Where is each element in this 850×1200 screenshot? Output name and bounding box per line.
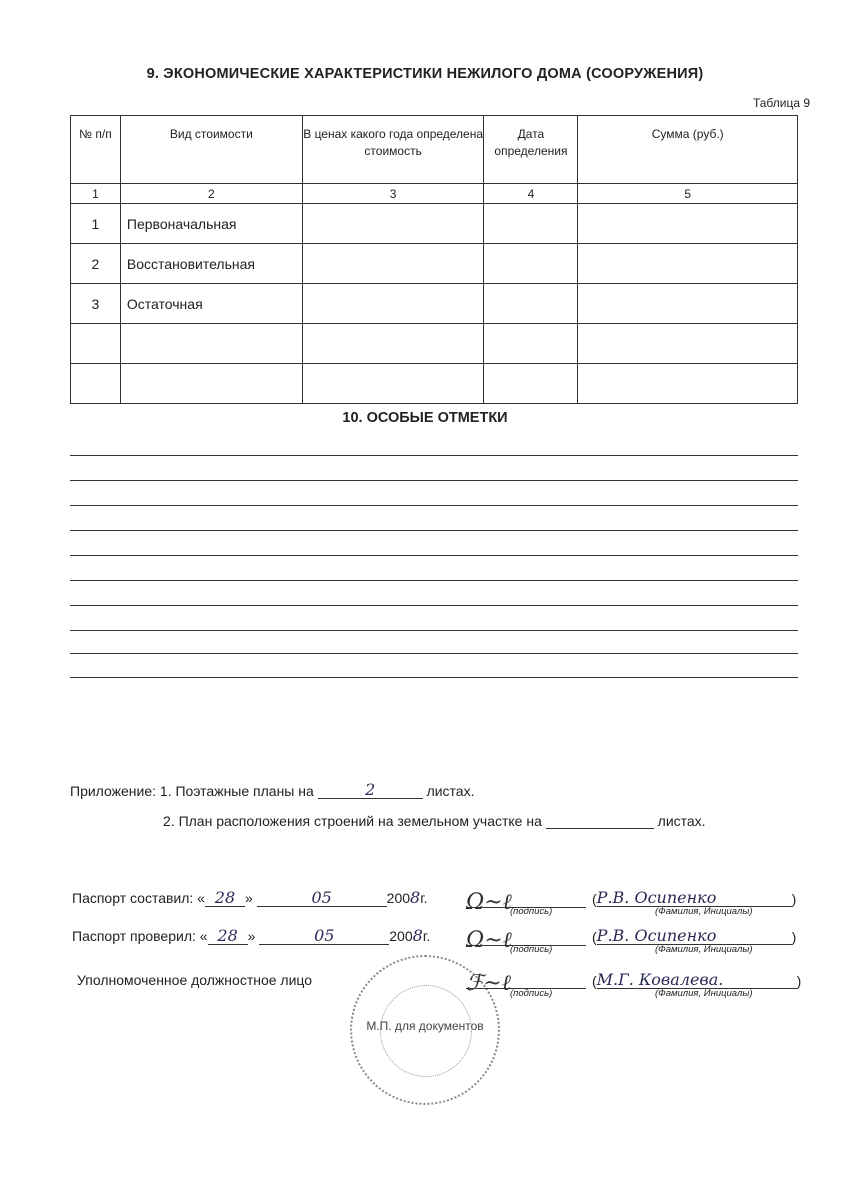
appendix-item-2 bbox=[163, 810, 706, 829]
name-caption: (Фамилия, Инициалы) bbox=[655, 988, 753, 999]
empty-cell bbox=[578, 364, 798, 404]
compiled-name-field: (Р.В. Осипенко ) bbox=[592, 888, 797, 907]
cost-type: Восстановительная bbox=[120, 244, 302, 284]
notes-line bbox=[70, 505, 798, 506]
empty-cell bbox=[302, 324, 484, 364]
cost-type bbox=[120, 324, 302, 364]
column-number: 4 bbox=[484, 184, 578, 204]
compiled-day: 28 bbox=[205, 888, 245, 907]
header-cell: № п/п bbox=[71, 116, 121, 184]
signature: Ω~ℓ bbox=[466, 928, 512, 953]
header-cell: В ценах какого года определена стоимость bbox=[302, 116, 484, 184]
official-name-field: (М.Г. Ковалева. ) bbox=[592, 970, 802, 989]
passport-compiled-row: Паспорт составил: « 28 » 05 2008г. bbox=[72, 888, 428, 907]
row-number bbox=[71, 364, 121, 404]
appendix-item-2-text: 2. План расположения строений на земельном участке на bbox=[163, 813, 542, 829]
empty-cell bbox=[578, 324, 798, 364]
table-row bbox=[71, 364, 798, 404]
column-number: 1 bbox=[71, 184, 121, 204]
floor-plans-sheets-value: 2 bbox=[318, 780, 423, 799]
notes-line bbox=[70, 605, 798, 606]
compiled-name: Р.В. Осипенко bbox=[597, 888, 792, 907]
empty-cell bbox=[302, 244, 484, 284]
empty-cell bbox=[578, 204, 798, 244]
section-10-title: 10. ОСОБЫЕ ОТМЕТКИ bbox=[342, 410, 508, 426]
official-label: Уполномоченное должностное лицо bbox=[77, 972, 313, 988]
sign-caption: (подпись) bbox=[510, 988, 553, 999]
notes-line bbox=[70, 555, 798, 556]
table-row bbox=[71, 204, 798, 244]
checked-month: 05 bbox=[259, 926, 389, 945]
year-digit: 8 bbox=[412, 926, 423, 945]
header-cell: Дата определения bbox=[484, 116, 578, 184]
sheets-label: листах. bbox=[657, 813, 706, 829]
site-plan-sheets-field bbox=[546, 810, 654, 829]
empty-cell bbox=[302, 364, 484, 404]
header-cell: Вид стоимости bbox=[120, 116, 302, 184]
compiled-month: 05 bbox=[257, 888, 387, 907]
empty-cell bbox=[484, 244, 578, 284]
year-prefix: 200 bbox=[389, 928, 413, 944]
notes-line bbox=[70, 480, 798, 481]
section-9-title: 9. ЭКОНОМИЧЕСКИЕ ХАРАКТЕРИСТИКИ НЕЖИЛОГО ДОМА (СООРУЖЕНИЯ) bbox=[146, 66, 704, 82]
notes-line bbox=[70, 653, 798, 654]
passport-checked-row: Паспорт проверил: « 28 » 05 2008г. bbox=[72, 926, 431, 945]
economic-characteristics-table bbox=[70, 115, 798, 404]
signature: ℱ~ℓ bbox=[466, 971, 511, 996]
empty-cell bbox=[578, 244, 798, 284]
checked-label: Паспорт проверил: bbox=[72, 928, 196, 944]
notes-line bbox=[70, 455, 798, 456]
name-caption: (Фамилия, Инициалы) bbox=[655, 944, 753, 955]
empty-cell bbox=[484, 204, 578, 244]
column-number: 2 bbox=[120, 184, 302, 204]
row-number: 3 bbox=[71, 284, 121, 324]
empty-cell bbox=[484, 284, 578, 324]
checked-day: 28 bbox=[208, 926, 248, 945]
appendix-label: Приложение: bbox=[70, 783, 157, 799]
cost-type: Остаточная bbox=[120, 284, 302, 324]
column-number: 5 bbox=[578, 184, 798, 204]
empty-cell bbox=[484, 364, 578, 404]
notes-line bbox=[70, 580, 798, 581]
checked-name: Р.В. Осипенко bbox=[597, 926, 792, 945]
cost-type: Первоначальная bbox=[120, 204, 302, 244]
appendix-item-1 bbox=[70, 780, 474, 799]
row-number: 2 bbox=[71, 244, 121, 284]
year-suffix: г. bbox=[422, 928, 431, 944]
empty-cell bbox=[578, 284, 798, 324]
table-row bbox=[71, 324, 798, 364]
official-name: М.Г. Ковалева. bbox=[597, 970, 797, 989]
year-prefix: 200 bbox=[386, 890, 411, 906]
sign-caption: (подпись) bbox=[510, 944, 553, 955]
sign-caption: (подпись) bbox=[510, 906, 553, 917]
stamp-text: М.П. для документов bbox=[366, 1019, 484, 1033]
checked-name-field: (Р.В. Осипенко ) bbox=[592, 926, 797, 945]
sheets-label: листах. bbox=[426, 783, 475, 799]
signature: Ω~ℓ bbox=[466, 890, 512, 915]
appendix-item-1-text: 1. Поэтажные планы на bbox=[159, 783, 314, 799]
table-caption: Таблица 9 bbox=[752, 96, 810, 110]
empty-cell bbox=[302, 284, 484, 324]
row-number bbox=[71, 324, 121, 364]
notes-line bbox=[70, 530, 798, 531]
table-row bbox=[71, 284, 798, 324]
year-digit: 8 bbox=[410, 888, 421, 907]
notes-line bbox=[70, 630, 798, 631]
name-caption: (Фамилия, Инициалы) bbox=[655, 906, 753, 917]
compiled-label: Паспорт составил: bbox=[72, 890, 194, 906]
header-cell: Сумма (руб.) bbox=[578, 116, 798, 184]
empty-cell bbox=[484, 324, 578, 364]
table-row bbox=[71, 244, 798, 284]
row-number: 1 bbox=[71, 204, 121, 244]
notes-line bbox=[70, 677, 798, 678]
empty-cell bbox=[302, 204, 484, 244]
column-number: 3 bbox=[302, 184, 484, 204]
year-suffix: г. bbox=[420, 890, 428, 906]
cost-type bbox=[120, 364, 302, 404]
